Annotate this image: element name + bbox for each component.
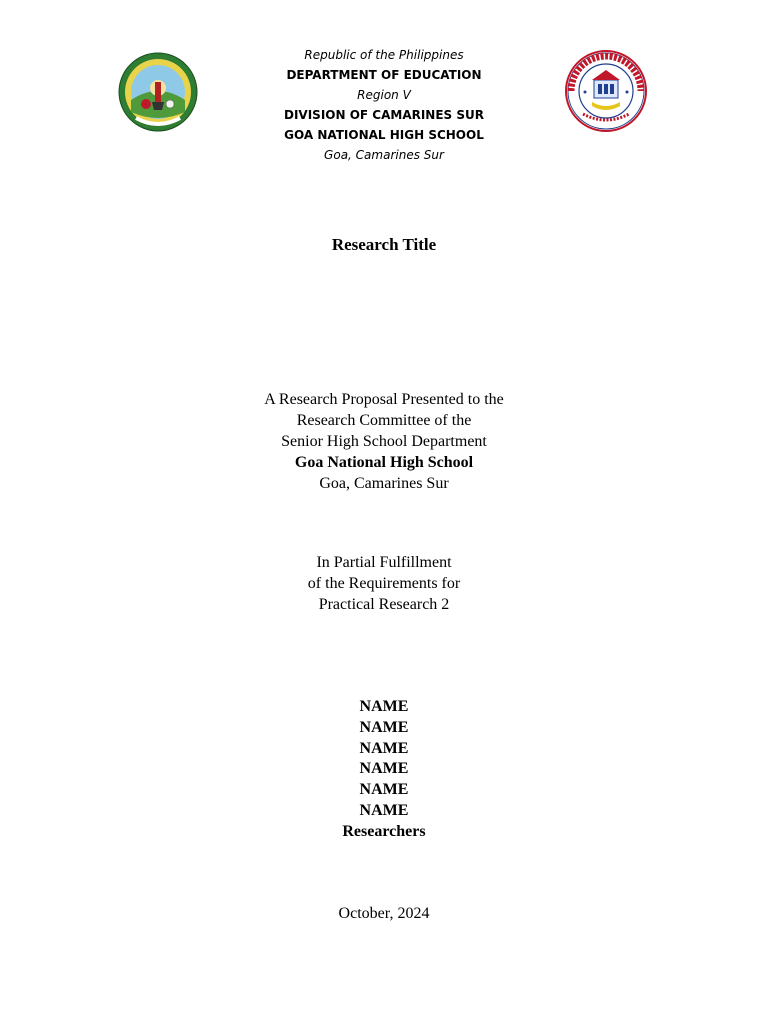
letterhead-region: Region V — [357, 88, 411, 102]
submission-date: October, 2024 — [338, 905, 430, 922]
letterhead-school: GOA NATIONAL HIGH SCHOOL — [284, 128, 484, 142]
letterhead-department: DEPARTMENT OF EDUCATION — [286, 68, 482, 82]
researchers-label: Researchers — [342, 822, 426, 840]
fulfillment-line: of the Requirements for — [307, 575, 461, 592]
letterhead-division: DIVISION OF CAMARINES SUR — [284, 108, 484, 122]
letterhead — [0, 45, 768, 165]
research-title: Research Title — [331, 235, 437, 254]
researcher-name: NAME — [359, 698, 409, 715]
fulfillment-line: In Partial Fulfillment — [316, 554, 452, 571]
researcher-name: NAME — [359, 718, 409, 736]
proposal-school: Goa National High School — [294, 454, 474, 471]
researchers-list — [0, 697, 768, 843]
letterhead-country: Republic of the Philippines — [304, 48, 464, 62]
proposal-line: Senior High School Department — [281, 433, 487, 450]
researcher-name: NAME — [359, 781, 409, 799]
fulfillment-subject: Practical Research 2 — [318, 596, 450, 613]
fulfillment-statement — [0, 552, 768, 615]
researcher-name: NAME — [359, 739, 409, 757]
proposal-line: A Research Proposal Presented to the — [264, 391, 504, 408]
proposal-line: Research Committee of the — [296, 412, 472, 429]
proposal-location: Goa, Camarines Sur — [319, 475, 449, 492]
letterhead-location: Goa, Camarines Sur — [324, 148, 444, 162]
proposal-statement — [0, 389, 768, 494]
researcher-name: NAME — [359, 760, 409, 778]
researcher-name: NAME — [359, 801, 409, 819]
